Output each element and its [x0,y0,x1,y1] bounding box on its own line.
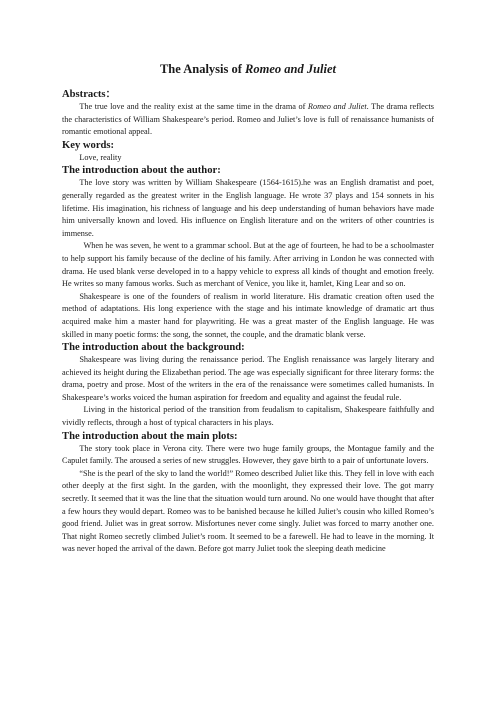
abstract-heading: Abstracts： [62,89,117,100]
plots-heading: The introduction about the main plots: [62,430,238,442]
abstract-text-after: . The drama reflects the characteristics of William Shakespeare’s period. Romeo and Juliet’s love is full of renaissance humanists of romantic emotional appeal. [62,102,434,137]
plots-paragraph: “She is the pearl of the sky to land the world!” Romeo described Juliet like this. They fell in love with each other deeply at the first sight. In the garden, with the moonlight, they expressed their love. The got marry secretly. It seemed that it was the line that the situation would turn around. No one would have thought that after a few hours they would depart. Romeo was to be banished because he killed Juliet’s cousin who killed Romeo’s good friend. Juliet was in great sorrow. Misfortunes never come singly. Juliet was forced to marry another one. That night Romeo secretly climbed Juliet’s room. It seemed to be a farewell. He had to leave in the morning. It was never hoped the arrival of the dawn. Before got marry Juliet took the sleeping death medicine [62,468,434,554]
abstract-text [62,101,434,139]
keywords-text: Love, reality [79,152,122,162]
plots-paragraph: The story took place in Verona city. There were two huge family groups, the Montague family and the Capulet family. The aroused a series of new struggles. However, they gave birth to a pair of unfortunate lovers. [62,443,434,466]
title-work: Romeo and Juliet [245,62,337,76]
author-paragraph: Shakespeare is one of the founders of realism in world literature. His dramatic creation often used the method of adaptations. His long experience with the stage and his intimate knowledge of dramatic art thus acquired make him a master hand for playwriting. He was a great master of the English language. He was skilled in many poetic forms: the song, the sonnet, the couple, and the dramatic blank verse. [62,291,434,339]
abstract-text-italic: Romeo and Juliet [307,102,367,111]
keywords-heading: Key words: [62,139,115,151]
background-heading: The introduction about the background: [62,342,245,354]
author-paragraph: The love story was written by William Shakespeare (1564-1615).he was an English dramatist and poet, generally regarded as the greatest writer in the English language. He wrote 37 plays and 154 sonnets in his lifetime. His imagination, his richness of language and his deep understanding of human behaviors have made him universally known and loved. His influence on English literature and on the writers of other countries is immense. [62,178,434,238]
background-paragraph: Shakespeare was living during the renaissance period. The English renaissance was largely literary and achieved its height during the Elizabethan period. The age was especially significant for three literary forms: the drama, poetry and prose. Most of the writers in the era of the renaissance were sometimes called humanists. In Shakespeare’s works voiced the human aspiration for freedom and equality and against the feudal rule. [62,355,434,402]
title-prefix: The Analysis of [159,62,246,76]
author-paragraph: When he was seven, he went to a grammar school. But at the age of fourteen, he had to be a schoolmaster to help support his family because of the decline of his family. After arriving in London he was connected with drama. He used blank verse developed in to a happy vehicle to express all kinds of thought and emotion freely. He writes so many famous works. Such as merchant of Venice, you like it, hamlet, King Lear and so on. [62,241,434,289]
abstract-text-before: The true love and the reality exist at the same time in the drama of [79,102,308,111]
document-title [62,62,434,77]
author-heading: The introduction about the author: [62,165,221,177]
background-paragraph: Living in the historical period of the transition from feudalism to capitalism, Shakespeare faithfully and vividly reflects, through a host of typical characters in his plays. [62,405,434,428]
